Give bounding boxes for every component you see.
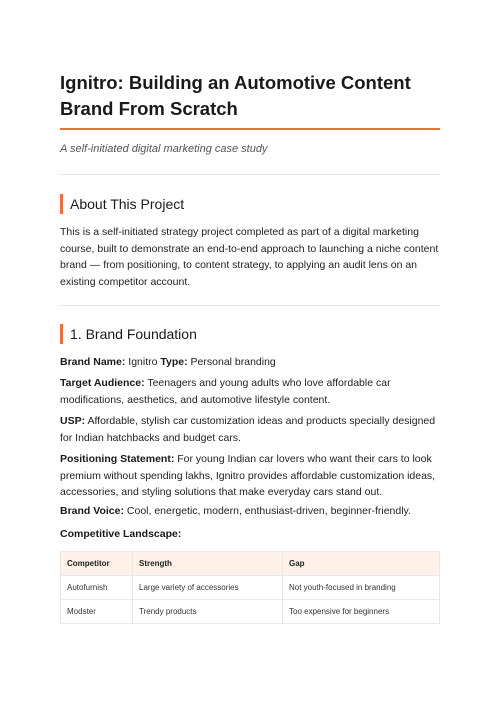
about-body: This is a self-initiated strategy project completed as part of a digital marketing course, built to demonstrate an end-to-end approach to launching a niche content brand — from positioning, to content strategy, to applying an audit lens on an existing competitor account. bbox=[60, 226, 439, 288]
page-title: Ignitro: Building an Automotive Content Brand From Scratch bbox=[60, 72, 411, 119]
brand-name-value: Ignitro bbox=[128, 356, 158, 368]
usp-line bbox=[60, 413, 440, 446]
target-audience-value: Teenagers and young adults who love affordable car modifications, aesthetics, and automotive lifestyle content. bbox=[60, 377, 391, 406]
table-cell: Autofurnish bbox=[61, 576, 133, 600]
table-cell: Too expensive for beginners bbox=[283, 600, 440, 624]
divider bbox=[60, 305, 440, 306]
table-row bbox=[61, 576, 440, 600]
usp-label: USP: bbox=[60, 415, 86, 427]
target-audience-line bbox=[60, 375, 440, 408]
type-label: Type: bbox=[160, 356, 188, 368]
competitive-landscape-label: Competitive Landscape: bbox=[60, 528, 182, 540]
positioning-line bbox=[60, 451, 440, 501]
table-header-row bbox=[61, 552, 440, 576]
about-heading: About This Project bbox=[60, 194, 440, 214]
type-value: Personal branding bbox=[190, 356, 276, 368]
brand-voice-line bbox=[60, 503, 440, 520]
target-audience-label: Target Audience: bbox=[60, 377, 145, 389]
usp-value: Affordable, stylish car customization ideas and products specially designed for Indian hatchbacks and budget cars. bbox=[60, 415, 436, 444]
positioning-label: Positioning Statement: bbox=[60, 453, 175, 465]
column-header: Competitor bbox=[61, 552, 133, 576]
brand-voice-value: Cool, energetic, modern, enthusiast-driven, beginner-friendly. bbox=[126, 505, 411, 517]
brand-name-line bbox=[60, 354, 440, 371]
table-cell: Trendy products bbox=[133, 600, 283, 624]
column-header: Strength bbox=[133, 552, 283, 576]
divider bbox=[60, 174, 440, 175]
table-cell: Large variety of accessories bbox=[133, 576, 283, 600]
title-underline bbox=[60, 128, 440, 130]
table-cell: Not youth-focused in branding bbox=[283, 576, 440, 600]
page-subtitle: A self-initiated digital marketing case study bbox=[60, 143, 268, 155]
table-cell: Modster bbox=[61, 600, 133, 624]
positioning-value: For young Indian car lovers who want their cars to look premium without spending lakhs, Ignitro provides affordable customization ideas, accessories, and styling solutions that make everyday cars stand out. bbox=[60, 453, 436, 498]
column-header: Gap bbox=[283, 552, 440, 576]
brand-foundation-heading: 1. Brand Foundation bbox=[60, 324, 440, 344]
brand-name-label: Brand Name: bbox=[60, 356, 126, 368]
brand-voice-label: Brand Voice: bbox=[60, 505, 124, 517]
competitor-table bbox=[60, 551, 440, 624]
table-row bbox=[61, 600, 440, 624]
